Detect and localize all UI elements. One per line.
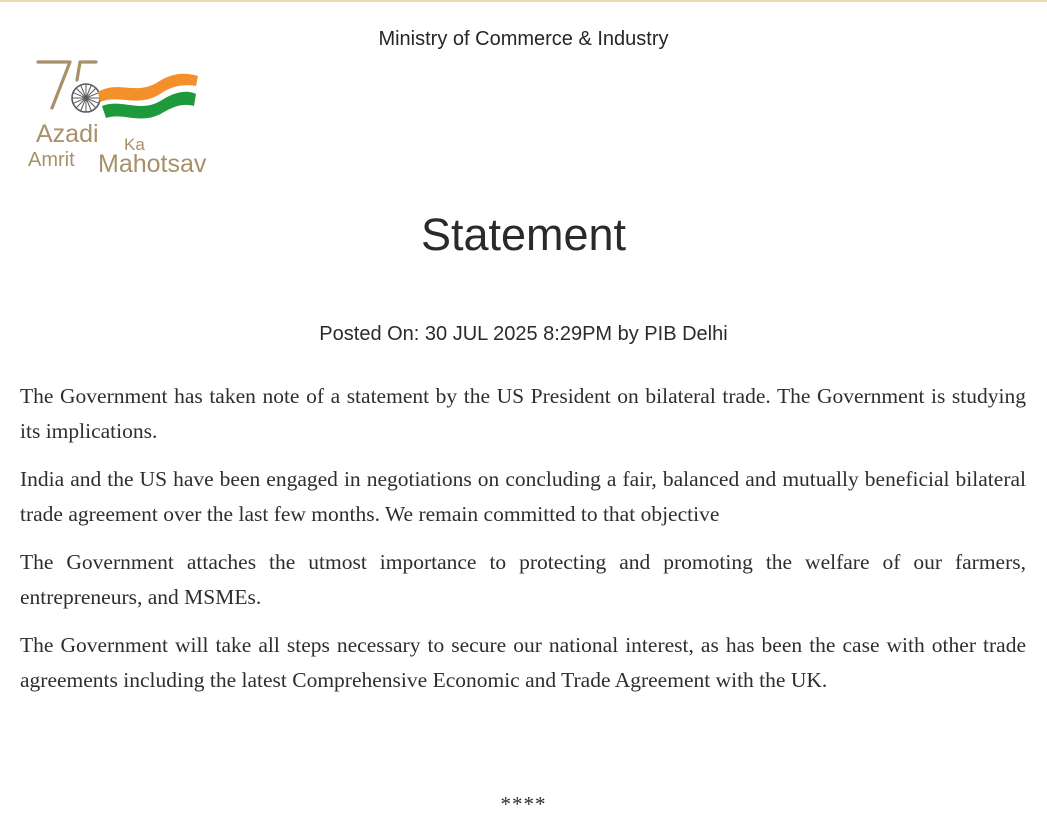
svg-text:Ka: Ka — [124, 135, 145, 154]
chakra-icon — [72, 84, 100, 112]
ministry-name: Ministry of Commerce & Industry — [378, 28, 669, 50]
page-title: Statement — [420, 209, 627, 260]
paragraph: The Government will take all steps necessary to secure our national interest, as has been the case with other trade agreements including the latest Comprehensive Economic and Trade Agreement with the UK. — [20, 633, 1026, 692]
paragraph: The Government attaches the utmost importance to protecting and promoting the welfare of our farmers, entrepreneurs, and MSMEs. — [20, 550, 1026, 609]
top-border — [0, 0, 1047, 2]
statement-body — [20, 379, 1026, 711]
svg-text:Amrit: Amrit — [28, 149, 75, 171]
paragraph: India and the US have been engaged in negotiations on concluding a fair, balanced and mutually beneficial bilateral trade agreement over the last few months. We remain committed to that objective — [20, 467, 1026, 526]
azadi-ka-amrit-mahotsav-logo — [26, 56, 246, 182]
posted-date: Posted On: 30 JUL 2025 8:29PM by PIB Delhi — [319, 323, 728, 345]
svg-text:Azadi: Azadi — [36, 120, 99, 148]
end-separator: **** — [500, 792, 547, 816]
paragraph: The Government has taken note of a statement by the US President on bilateral trade. The Government is studying its implications. — [20, 384, 1026, 443]
svg-text:Mahotsav: Mahotsav — [98, 150, 207, 178]
